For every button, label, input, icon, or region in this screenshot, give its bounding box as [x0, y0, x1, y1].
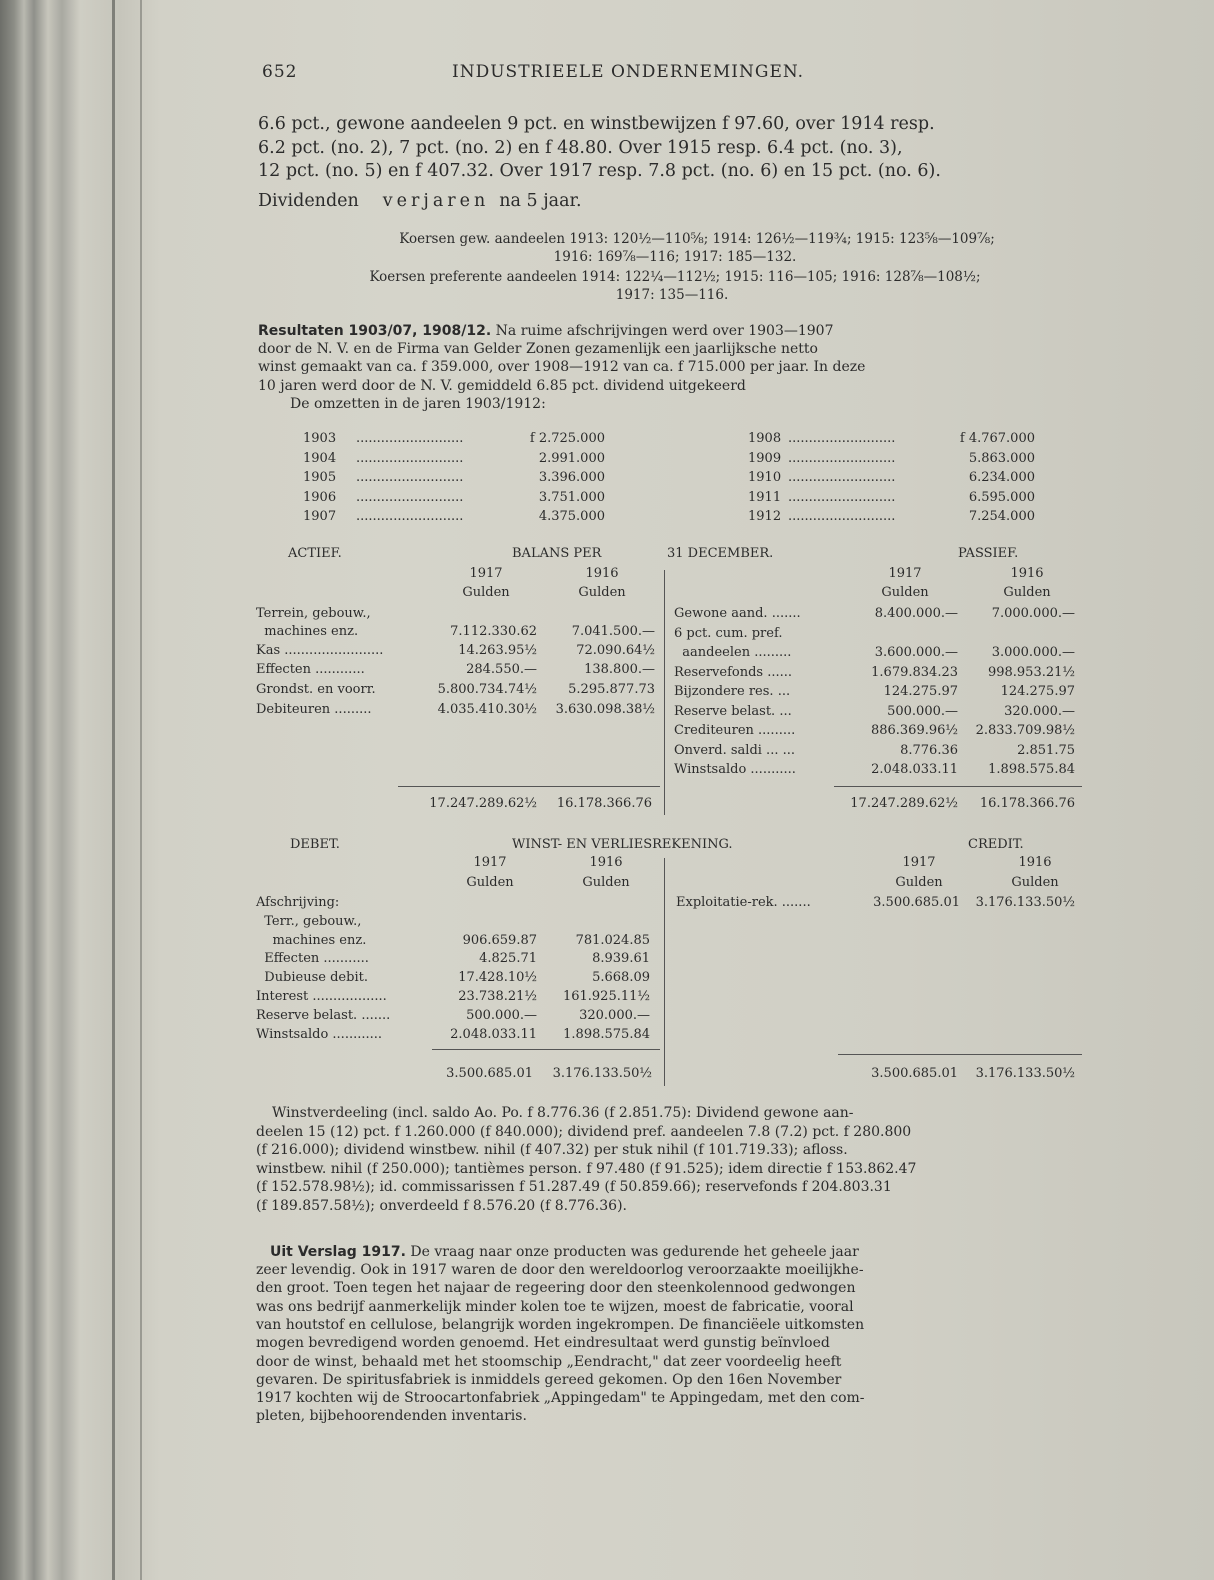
- winstverdeeling-line: deelen 15 (12) pct. f 1.260.000 (f 840.000); dividend pref. aandeelen 7.8 (7.2) pct. f 280.800: [256, 1123, 912, 1140]
- actief-value-1916: 5.295.877.73: [568, 682, 655, 697]
- passief-label: Gewone aand. .......: [674, 606, 801, 621]
- resultaten-line: 10 jaren werd door de N. V. gemiddeld 6.85 pct. dividend uitgekeerd: [258, 377, 746, 394]
- leader-dots: ..........................: [356, 450, 464, 466]
- unit-header: Gulden: [582, 875, 630, 890]
- passief-label: Onverd. saldi ... ...: [674, 742, 795, 758]
- year-header: 1917: [473, 855, 507, 870]
- koersen-line: [0, 287, 1214, 303]
- resultaten-heading: Resultaten 1903/07, 1908/12.: [258, 323, 492, 339]
- koersen-gewone-2: 1916: 169⅞—116; 1917: 185—132.: [553, 249, 797, 265]
- resultaten-line: winst gemaakt van ca. f 359.000, over 1908—1912 van ca. f 715.000 per jaar. In deze: [258, 359, 866, 376]
- omzet-value: 4.375.000: [538, 509, 605, 525]
- winstverdeeling-line: (f 216.000); dividend winstbew. nihil (f 407.32) per stuk nihil (f 101.719.33); afloss.: [256, 1142, 848, 1159]
- debet-value-1916: 781.024.85: [575, 933, 650, 948]
- passief-total-1916: 16.178.366.76: [979, 796, 1075, 811]
- debet-value-1917: 23.738.21½: [458, 989, 537, 1004]
- winstverdeeling-line: Winstverdeeling (incl. saldo Ao. Po. f 8.776.36 (f 2.851.75): Dividend gewone aan-: [272, 1105, 854, 1121]
- verslag-line: zeer levendig. Ook in 1917 waren de door den wereldoorlog veroorzaakte moeilijkhe-: [256, 1262, 864, 1278]
- page-number: 652: [262, 62, 298, 82]
- omzet-value: 6.595.000: [968, 489, 1035, 505]
- debet-value-1917: 906.659.87: [462, 933, 537, 948]
- sum-line: [432, 1049, 660, 1050]
- debet-label: Reserve belast. .......: [256, 1008, 391, 1023]
- debet-value-1916: 5.668.09: [592, 970, 650, 985]
- year-header: 1916: [585, 566, 619, 581]
- debet-value-1917: 2.048.033.11: [450, 1027, 537, 1042]
- omzet-year: 1909: [748, 450, 782, 466]
- winst-title: WINST- EN VERLIESREKENING.: [512, 837, 733, 852]
- leader-dots: ..........................: [788, 489, 896, 505]
- passief-label: Reservefonds ......: [674, 664, 793, 680]
- passief-title: PASSIEF.: [958, 546, 1019, 561]
- passief-label: aandeelen .........: [674, 645, 792, 660]
- leader-dots: ..........................: [788, 509, 896, 525]
- year-header: 1916: [1018, 855, 1052, 870]
- omzet-value: 7.254.000: [968, 509, 1035, 525]
- omzet-year: 1907: [303, 509, 337, 525]
- debet-label: Effecten ...........: [256, 951, 369, 966]
- passief-value-1916: 320.000.—: [1004, 703, 1075, 719]
- debet-label: Winstsaldo ............: [256, 1027, 383, 1042]
- passief-value-1917: 1.679.834.23: [871, 664, 958, 680]
- verslag-text: De vraag naar onze producten was gedurende het geheele jaar: [410, 1244, 859, 1260]
- credit-value-1916: 3.176.133.50½: [975, 895, 1075, 910]
- koersen-pref-1: Koersen preferente aandeelen 1914: 122¼—112½; 1915: 116—105; 1916: 128⅞—108½;: [369, 269, 981, 285]
- actief-total-1917: 17.247.289.62½: [429, 796, 537, 811]
- balans-title-date: 31 DECEMBER.: [667, 546, 774, 561]
- leader-dots: ..........................: [356, 489, 464, 505]
- passief-label: Crediteuren .........: [674, 723, 796, 738]
- unit-header: Gulden: [881, 585, 929, 600]
- debet-value-1916: 1.898.575.84: [563, 1027, 650, 1042]
- debet-label: machines enz.: [256, 933, 367, 948]
- leader-dots: ..........................: [788, 450, 896, 466]
- actief-value-1916: 138.800.—: [584, 662, 655, 677]
- passief-label: Winstsaldo ...........: [674, 762, 796, 777]
- passief-label: 6 pct. cum. pref.: [674, 625, 783, 641]
- intro-line: 12 pct. (no. 5) en f 407.32. Over 1917 resp. 7.8 pct. (no. 6) en 15 pct. (no. 6).: [258, 161, 941, 181]
- passief-value-1917: 8.776.36: [900, 742, 958, 758]
- actief-value-1916: 3.630.098.38½: [555, 702, 655, 717]
- koersen-gewone-1: Koersen gew. aandeelen 1913: 120½—110⅝; 1914: 126½—119¾; 1915: 123⅝—109⅞;: [399, 231, 995, 247]
- sum-line: [838, 1054, 1082, 1055]
- running-title: INDUSTRIEELE ONDERNEMINGEN.: [452, 62, 805, 82]
- omzet-value: 6.234.000: [968, 470, 1035, 486]
- actief-value-1916: 7.041.500.—: [571, 624, 655, 639]
- column-divider: [664, 858, 665, 1086]
- year-header: 1917: [902, 855, 936, 870]
- actief-label: Terrein, gebouw.,: [256, 606, 371, 621]
- leader-dots: ..........................: [788, 431, 896, 446]
- verslag-heading: Uit Verslag 1917.: [270, 1244, 406, 1260]
- leader-dots: ..........................: [788, 470, 896, 486]
- actief-total-1916: 16.178.366.76: [556, 796, 652, 811]
- winstverdeeling-line: (f 152.578.98½); id. commissarissen f 51.287.49 (f 50.859.66); reservefonds f 204.803.31: [256, 1179, 892, 1196]
- actief-label: Effecten ............: [256, 662, 365, 677]
- debet-label: Afschrijving:: [256, 895, 340, 910]
- unit-header: Gulden: [578, 585, 626, 600]
- omzet-value: 2.991.000: [538, 450, 605, 466]
- actief-label: machines enz.: [256, 624, 359, 639]
- passief-label: Reserve belast. ...: [674, 703, 792, 719]
- passief-value-1916: 998.953.21½: [987, 664, 1075, 680]
- omzet-year: 1912: [748, 509, 782, 525]
- balans-title: BALANS PER: [512, 546, 602, 561]
- koersen-line: [0, 249, 1214, 265]
- omzet-year: 1908: [748, 431, 782, 446]
- year-header: 1916: [1010, 566, 1044, 581]
- credit-value-1917: 3.500.685.01: [873, 895, 960, 910]
- credit-total-1916: 3.176.133.50½: [975, 1066, 1075, 1081]
- debet-value-1917: 4.825.71: [479, 951, 537, 966]
- column-divider: [664, 570, 665, 815]
- omzet-value: 3.396.000: [538, 470, 605, 486]
- passief-value-1916: 3.000.000.—: [991, 645, 1075, 660]
- year-header: 1917: [469, 566, 503, 581]
- sum-line: [398, 786, 660, 787]
- actief-value-1917: 14.263.95½: [458, 643, 537, 658]
- omzet-year: 1903: [303, 431, 337, 446]
- omzet-value: 5.863.000: [968, 450, 1035, 466]
- actief-label: Kas ........................: [256, 643, 384, 658]
- passief-value-1917: 8.400.000.—: [874, 606, 958, 621]
- debet-label: Terr., gebouw.,: [256, 914, 362, 929]
- verslag-line: van houtstof en cellulose, belangrijk worden ingekrompen. De financiëele uitkomsten: [256, 1316, 865, 1333]
- sum-line: [834, 786, 1082, 787]
- passief-value-1917: 124.275.97: [883, 684, 958, 699]
- debet-total-1916: 3.176.133.50½: [552, 1066, 652, 1081]
- passief-value-1916: 2.851.75: [1017, 742, 1075, 758]
- intro-word: verjaren: [382, 191, 490, 211]
- passief-value-1916: 124.275.97: [1000, 684, 1075, 699]
- passief-value-1916: 7.000.000.—: [991, 606, 1075, 621]
- resultaten-text: Na ruime afschrijvingen werd over 1903—1907: [495, 323, 834, 339]
- omzet-year: 1910: [748, 470, 782, 486]
- omzet-year: 1906: [303, 489, 337, 505]
- unit-header: Gulden: [466, 875, 514, 890]
- intro-line: [258, 190, 582, 214]
- passief-label: Bijzondere res. ...: [674, 684, 791, 699]
- omzet-value: f 4.767.000: [959, 431, 1035, 446]
- leader-dots: ..........................: [356, 431, 464, 446]
- actief-value-1917: 7.112.330.62: [450, 624, 537, 639]
- unit-header: Gulden: [1011, 875, 1059, 890]
- debet-value-1917: 17.428.10½: [458, 970, 537, 985]
- omzet-year: 1911: [748, 489, 782, 505]
- credit-total-1917: 3.500.685.01: [871, 1066, 958, 1081]
- leader-dots: ..........................: [356, 470, 464, 486]
- passief-value-1917: 500.000.—: [887, 703, 958, 719]
- debet-value-1916: 161.925.11½: [562, 989, 650, 1004]
- debet-total-1917: 3.500.685.01: [446, 1066, 533, 1081]
- resultaten-first-line: [258, 322, 833, 340]
- intro-word: Dividenden: [258, 191, 359, 211]
- omzet-year: 1904: [303, 450, 337, 466]
- actief-value-1917: 5.800.734.74½: [437, 682, 537, 697]
- credit-label: Exploitatie-rek. .......: [676, 895, 811, 910]
- actief-value-1917: 4.035.410.30½: [437, 702, 537, 717]
- debet-value-1916: 320.000.—: [579, 1008, 650, 1023]
- passief-value-1916: 2.833.709.98½: [975, 723, 1075, 738]
- intro-word: na 5 jaar.: [499, 191, 582, 211]
- winstverdeeling-line: winstbew. nihil (f 250.000); tantièmes person. f 97.480 (f 91.525); idem directie f 153.862.47: [256, 1160, 917, 1177]
- verslag-line: den groot. Toen tegen het najaar de regeering door den steenkolennood gedwongen: [256, 1280, 856, 1297]
- year-header: 1917: [888, 566, 922, 581]
- actief-value-1917: 284.550.—: [466, 662, 537, 677]
- credit-title: CREDIT.: [968, 837, 1024, 852]
- year-header: 1916: [589, 855, 623, 870]
- verslag-line: mogen bevredigend worden genoemd. Het eindresultaat werd gunstig beïnvloed: [256, 1335, 830, 1352]
- verslag-line: pleten, bijbehoorendenden inventaris.: [256, 1408, 527, 1425]
- omzet-value: 3.751.000: [538, 489, 605, 505]
- intro-line: 6.2 pct. (no. 2), 7 pct. (no. 2) en f 48.80. Over 1915 resp. 6.4 pct. (no. 3),: [258, 137, 903, 158]
- passief-value-1917: 2.048.033.11: [871, 762, 958, 777]
- actief-label: Debiteuren .........: [256, 702, 372, 717]
- actief-label: Grondst. en voorr.: [256, 682, 376, 697]
- omzet-year: 1905: [303, 470, 337, 486]
- omzet-value: f 2.725.000: [529, 431, 605, 446]
- debet-label: Dubieuse debit.: [256, 970, 368, 985]
- koersen-pref-2: 1917: 135—116.: [615, 287, 729, 303]
- actief-title: ACTIEF.: [288, 546, 342, 561]
- leader-dots: ..........................: [356, 509, 464, 525]
- debet-value-1917: 500.000.—: [466, 1008, 537, 1023]
- unit-header: Gulden: [462, 585, 510, 600]
- verslag-line: 1917 kochten wij de Stroocartonfabriek „Appingedam" te Appingedam, met den com-: [256, 1390, 865, 1407]
- koersen-line: [0, 269, 1214, 285]
- debet-value-1916: 8.939.61: [592, 951, 650, 966]
- verslag-line: gevaren. De spiritusfabriek is inmiddels gereed gekomen. Op den 16en November: [256, 1371, 842, 1388]
- debet-label: Interest ..................: [256, 989, 387, 1004]
- verslag-first-line: [270, 1243, 859, 1261]
- verslag-line: door de winst, behaald met het stoomschip „Eendracht," dat zeer voordeelig heeft: [256, 1353, 842, 1370]
- unit-header: Gulden: [895, 875, 943, 890]
- debet-title: DEBET.: [290, 837, 340, 852]
- actief-value-1916: 72.090.64½: [576, 643, 655, 658]
- passief-value-1917: 886.369.96½: [870, 723, 958, 738]
- passief-total-1917: 17.247.289.62½: [850, 796, 958, 811]
- unit-header: Gulden: [1003, 585, 1051, 600]
- winstverdeeling-line: (f 189.857.58½); onverdeeld f 8.576.20 (f 8.776.36).: [256, 1198, 627, 1214]
- intro-line: 6.6 pct., gewone aandeelen 9 pct. en winstbewijzen f 97.60, over 1914 resp.: [258, 114, 935, 134]
- resultaten-line: De omzetten in de jaren 1903/1912:: [290, 395, 546, 412]
- resultaten-line: door de N. V. en de Firma van Gelder Zonen gezamenlijk een jaarlijksche netto: [258, 341, 818, 357]
- passief-value-1916: 1.898.575.84: [988, 762, 1075, 777]
- verslag-line: was ons bedrijf aanmerkelijk minder kolen toe te wijzen, moest de fabricatie, vooral: [256, 1298, 854, 1315]
- koersen-line: [0, 231, 1214, 247]
- passief-value-1917: 3.600.000.—: [874, 645, 958, 660]
